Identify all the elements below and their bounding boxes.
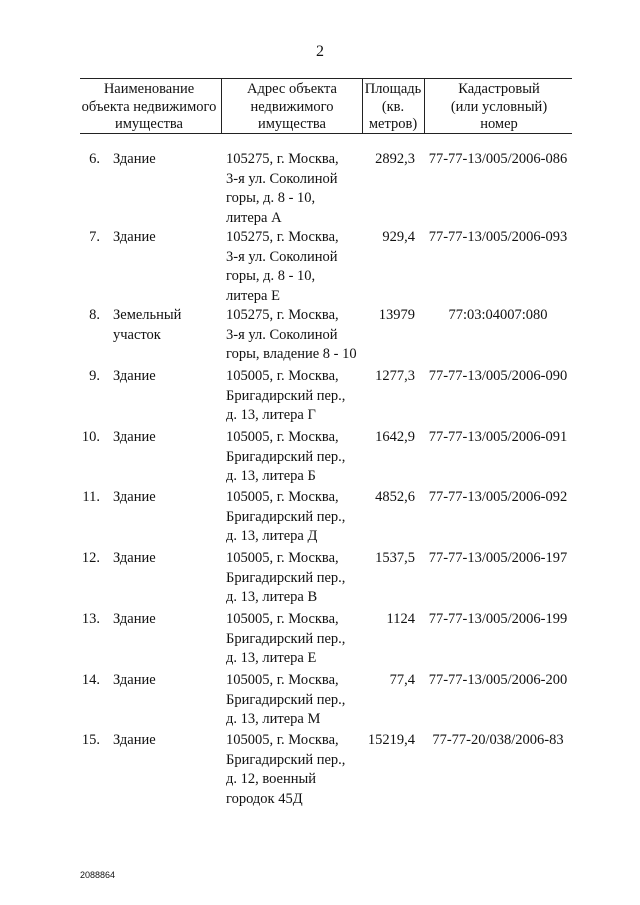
object-name: Здание	[113, 489, 156, 505]
header-name: Наименование объекта недвижимого имущества	[81, 81, 217, 132]
header-divider	[221, 79, 222, 133]
object-area: 2892,3	[375, 151, 415, 167]
object-name: Здание	[113, 611, 156, 627]
object-address: 105005, г. Москва, Бригадирский пер., д. 13, литера М	[226, 672, 346, 727]
table-header	[80, 78, 572, 134]
object-name: Здание	[113, 429, 156, 445]
object-address: 105005, г. Москва, Бригадирский пер., д. 13, литера Д	[226, 489, 346, 544]
row-number: 13.	[81, 611, 100, 627]
object-address: 105005, г. Москва, Бригадирский пер., д. 13, литера Е	[226, 611, 346, 666]
object-area: 1537,5	[375, 550, 415, 566]
object-address: 105005, г. Москва, Бригадирский пер., д. 13, литера Г	[226, 368, 346, 423]
object-area: 4852,6	[375, 489, 415, 505]
object-address: 105005, г. Москва, Бригадирский пер., д. 13, литера В	[226, 550, 346, 605]
cadastral-number: 77-77-13/005/2006-199	[428, 611, 568, 627]
row-number: 6.	[89, 151, 100, 167]
object-area: 15219,4	[367, 732, 415, 748]
row-number: 10.	[81, 429, 100, 445]
row-number: 14.	[81, 672, 100, 688]
object-name: Здание	[113, 151, 156, 167]
row-number: 7.	[89, 229, 100, 245]
object-name: Здание	[113, 672, 156, 688]
object-name: Здание	[113, 368, 156, 384]
object-address: 105275, г. Москва, 3-я ул. Соколиной горы, д. 8 - 10, литера Е	[226, 229, 339, 304]
object-name: Здание	[113, 550, 156, 566]
document-code: 2088864	[80, 870, 116, 880]
cadastral-number: 77-77-13/005/2006-197	[428, 550, 568, 566]
object-address: 105005, г. Москва, Бригадирский пер., д. 13, литера Б	[226, 429, 346, 484]
row-number: 12.	[81, 550, 100, 566]
row-number: 11.	[82, 489, 100, 505]
cadastral-number: 77-77-13/005/2006-086	[428, 151, 568, 167]
object-name: Здание	[113, 732, 156, 748]
object-address: 105275, г. Москва, 3-я ул. Соколиной горы, д. 8 - 10, литера А	[226, 151, 339, 226]
cadastral-number: 77-77-13/005/2006-090	[428, 368, 568, 384]
object-area: 13979	[378, 307, 415, 323]
object-address: 105005, г. Москва, Бригадирский пер., д. 12, военный городок 45Д	[226, 732, 346, 807]
object-area: 1642,9	[375, 429, 415, 445]
row-number: 8.	[89, 307, 100, 323]
cadastral-number: 77:03:04007:080	[448, 307, 548, 323]
object-area: 1277,3	[375, 368, 415, 384]
cadastral-number: 77-77-13/005/2006-093	[428, 229, 568, 245]
cadastral-number: 77-77-13/005/2006-091	[428, 429, 568, 445]
object-name: Земельный участок	[113, 307, 182, 343]
object-area: 1124	[386, 611, 415, 627]
object-address: 105275, г. Москва, 3-я ул. Соколиной горы, владение 8 - 10	[226, 307, 357, 362]
page-number: 2	[316, 43, 324, 60]
row-number: 9.	[89, 368, 100, 384]
cadastral-number: 77-77-13/005/2006-092	[428, 489, 568, 505]
header-area: Площадь (кв. метров)	[364, 81, 422, 132]
header-cadastral: Кадастровый (или условный) номер	[450, 81, 548, 132]
object-area: 77,4	[389, 672, 415, 688]
cadastral-number: 77-77-13/005/2006-200	[428, 672, 568, 688]
object-area: 929,4	[382, 229, 415, 245]
object-name: Здание	[113, 229, 156, 245]
header-divider	[424, 79, 425, 133]
row-number: 15.	[81, 732, 100, 748]
header-address: Адрес объекта недвижимого имущества	[247, 81, 337, 132]
cadastral-number: 77-77-20/038/2006-83	[432, 732, 564, 748]
